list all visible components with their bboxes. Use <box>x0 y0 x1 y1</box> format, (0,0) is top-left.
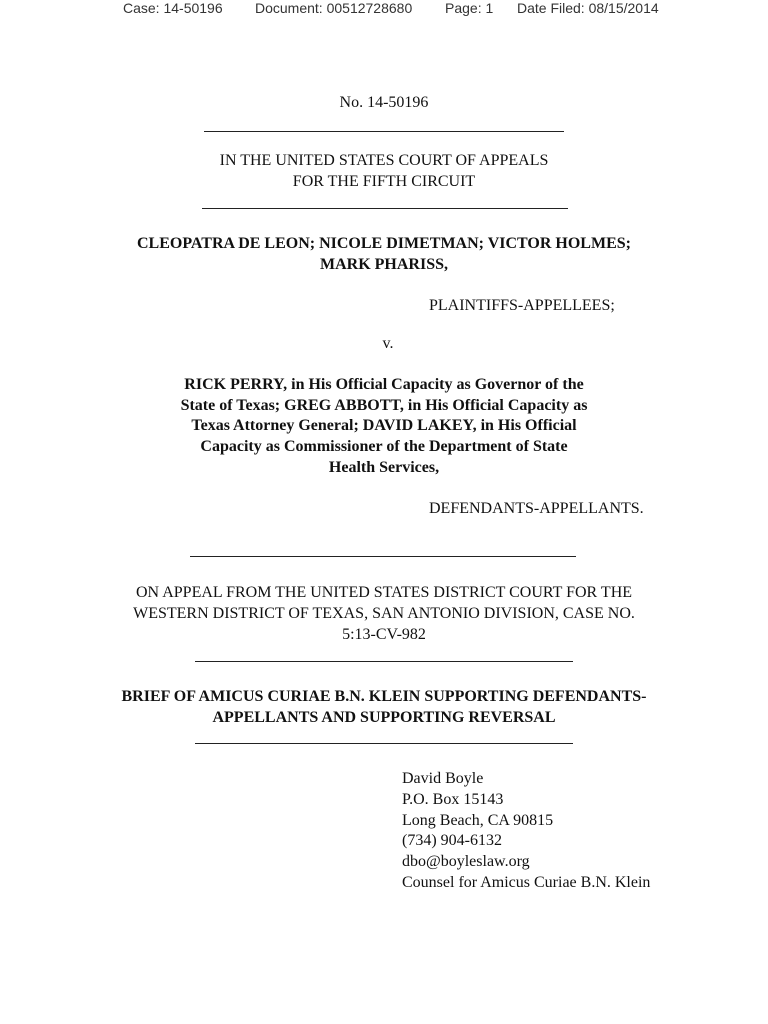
divider-rule <box>190 556 576 557</box>
defendants-line-3: Texas Attorney General; DAVID LAKEY, in His Official <box>191 417 577 434</box>
versus: v. <box>382 335 394 352</box>
defendants-line-4: Capacity as Commissioner of the Department of State <box>200 438 568 455</box>
plaintiffs-role: PLAINTIFFS-APPELLEES; <box>429 297 615 314</box>
counsel-role: Counsel for Amicus Curiae B.N. Klein <box>402 873 651 891</box>
appeal-line-2: WESTERN DISTRICT OF TEXAS, SAN ANTONIO DIVISION, CASE NO. <box>133 605 635 622</box>
divider-rule <box>202 208 568 209</box>
docket-number: No. 14-50196 <box>339 94 429 111</box>
header-case-number: Case: 14-50196 <box>123 0 223 16</box>
brief-title-line-2: APPELLANTS AND SUPPORTING REVERSAL <box>212 709 556 726</box>
counsel-address-line-2: Long Beach, CA 90815 <box>402 811 554 829</box>
defendants-role: DEFENDANTS-APPELLANTS. <box>429 500 644 517</box>
appeal-line-3: 5:13-CV-982 <box>342 626 426 643</box>
ecf-header <box>0 0 768 20</box>
appeal-line-1: ON APPEAL FROM THE UNITED STATES DISTRICT COURT FOR THE <box>135 584 633 601</box>
counsel-phone: (734) 904-6132 <box>402 832 502 850</box>
counsel-address-line-1: P.O. Box 15143 <box>402 790 504 808</box>
defendants-line-5: Health Services, <box>328 459 440 476</box>
defendants-line-2: State of Texas; GREG ABBOTT, in His Official Capacity as <box>180 397 588 414</box>
court-line-1: IN THE UNITED STATES COURT OF APPEALS <box>219 152 549 169</box>
divider-rule <box>195 743 573 744</box>
divider-rule <box>195 661 573 662</box>
header-document-number: Document: 00512728680 <box>255 0 413 16</box>
plaintiffs-line-2: MARK PHARISS, <box>319 256 448 273</box>
court-line-2: FOR THE FIFTH CIRCUIT <box>292 173 476 190</box>
plaintiffs-line-1: CLEOPATRA DE LEON; NICOLE DIMETMAN; VICTOR HOLMES; <box>137 235 631 252</box>
header-page-number: Page: 1 <box>445 0 494 16</box>
counsel-block <box>402 769 650 894</box>
defendants-line-1: RICK PERRY, in His Official Capacity as Governor of the <box>184 376 584 393</box>
brief-title-line-1: BRIEF OF AMICUS CURIAE B.N. KLEIN SUPPORTING DEFENDANTS- <box>121 688 647 705</box>
divider-rule <box>204 131 564 132</box>
counsel-name: David Boyle <box>402 770 484 787</box>
counsel-email: dbo@boyleslaw.org <box>402 853 530 871</box>
header-date-filed: Date Filed: 08/15/2014 <box>517 0 659 16</box>
